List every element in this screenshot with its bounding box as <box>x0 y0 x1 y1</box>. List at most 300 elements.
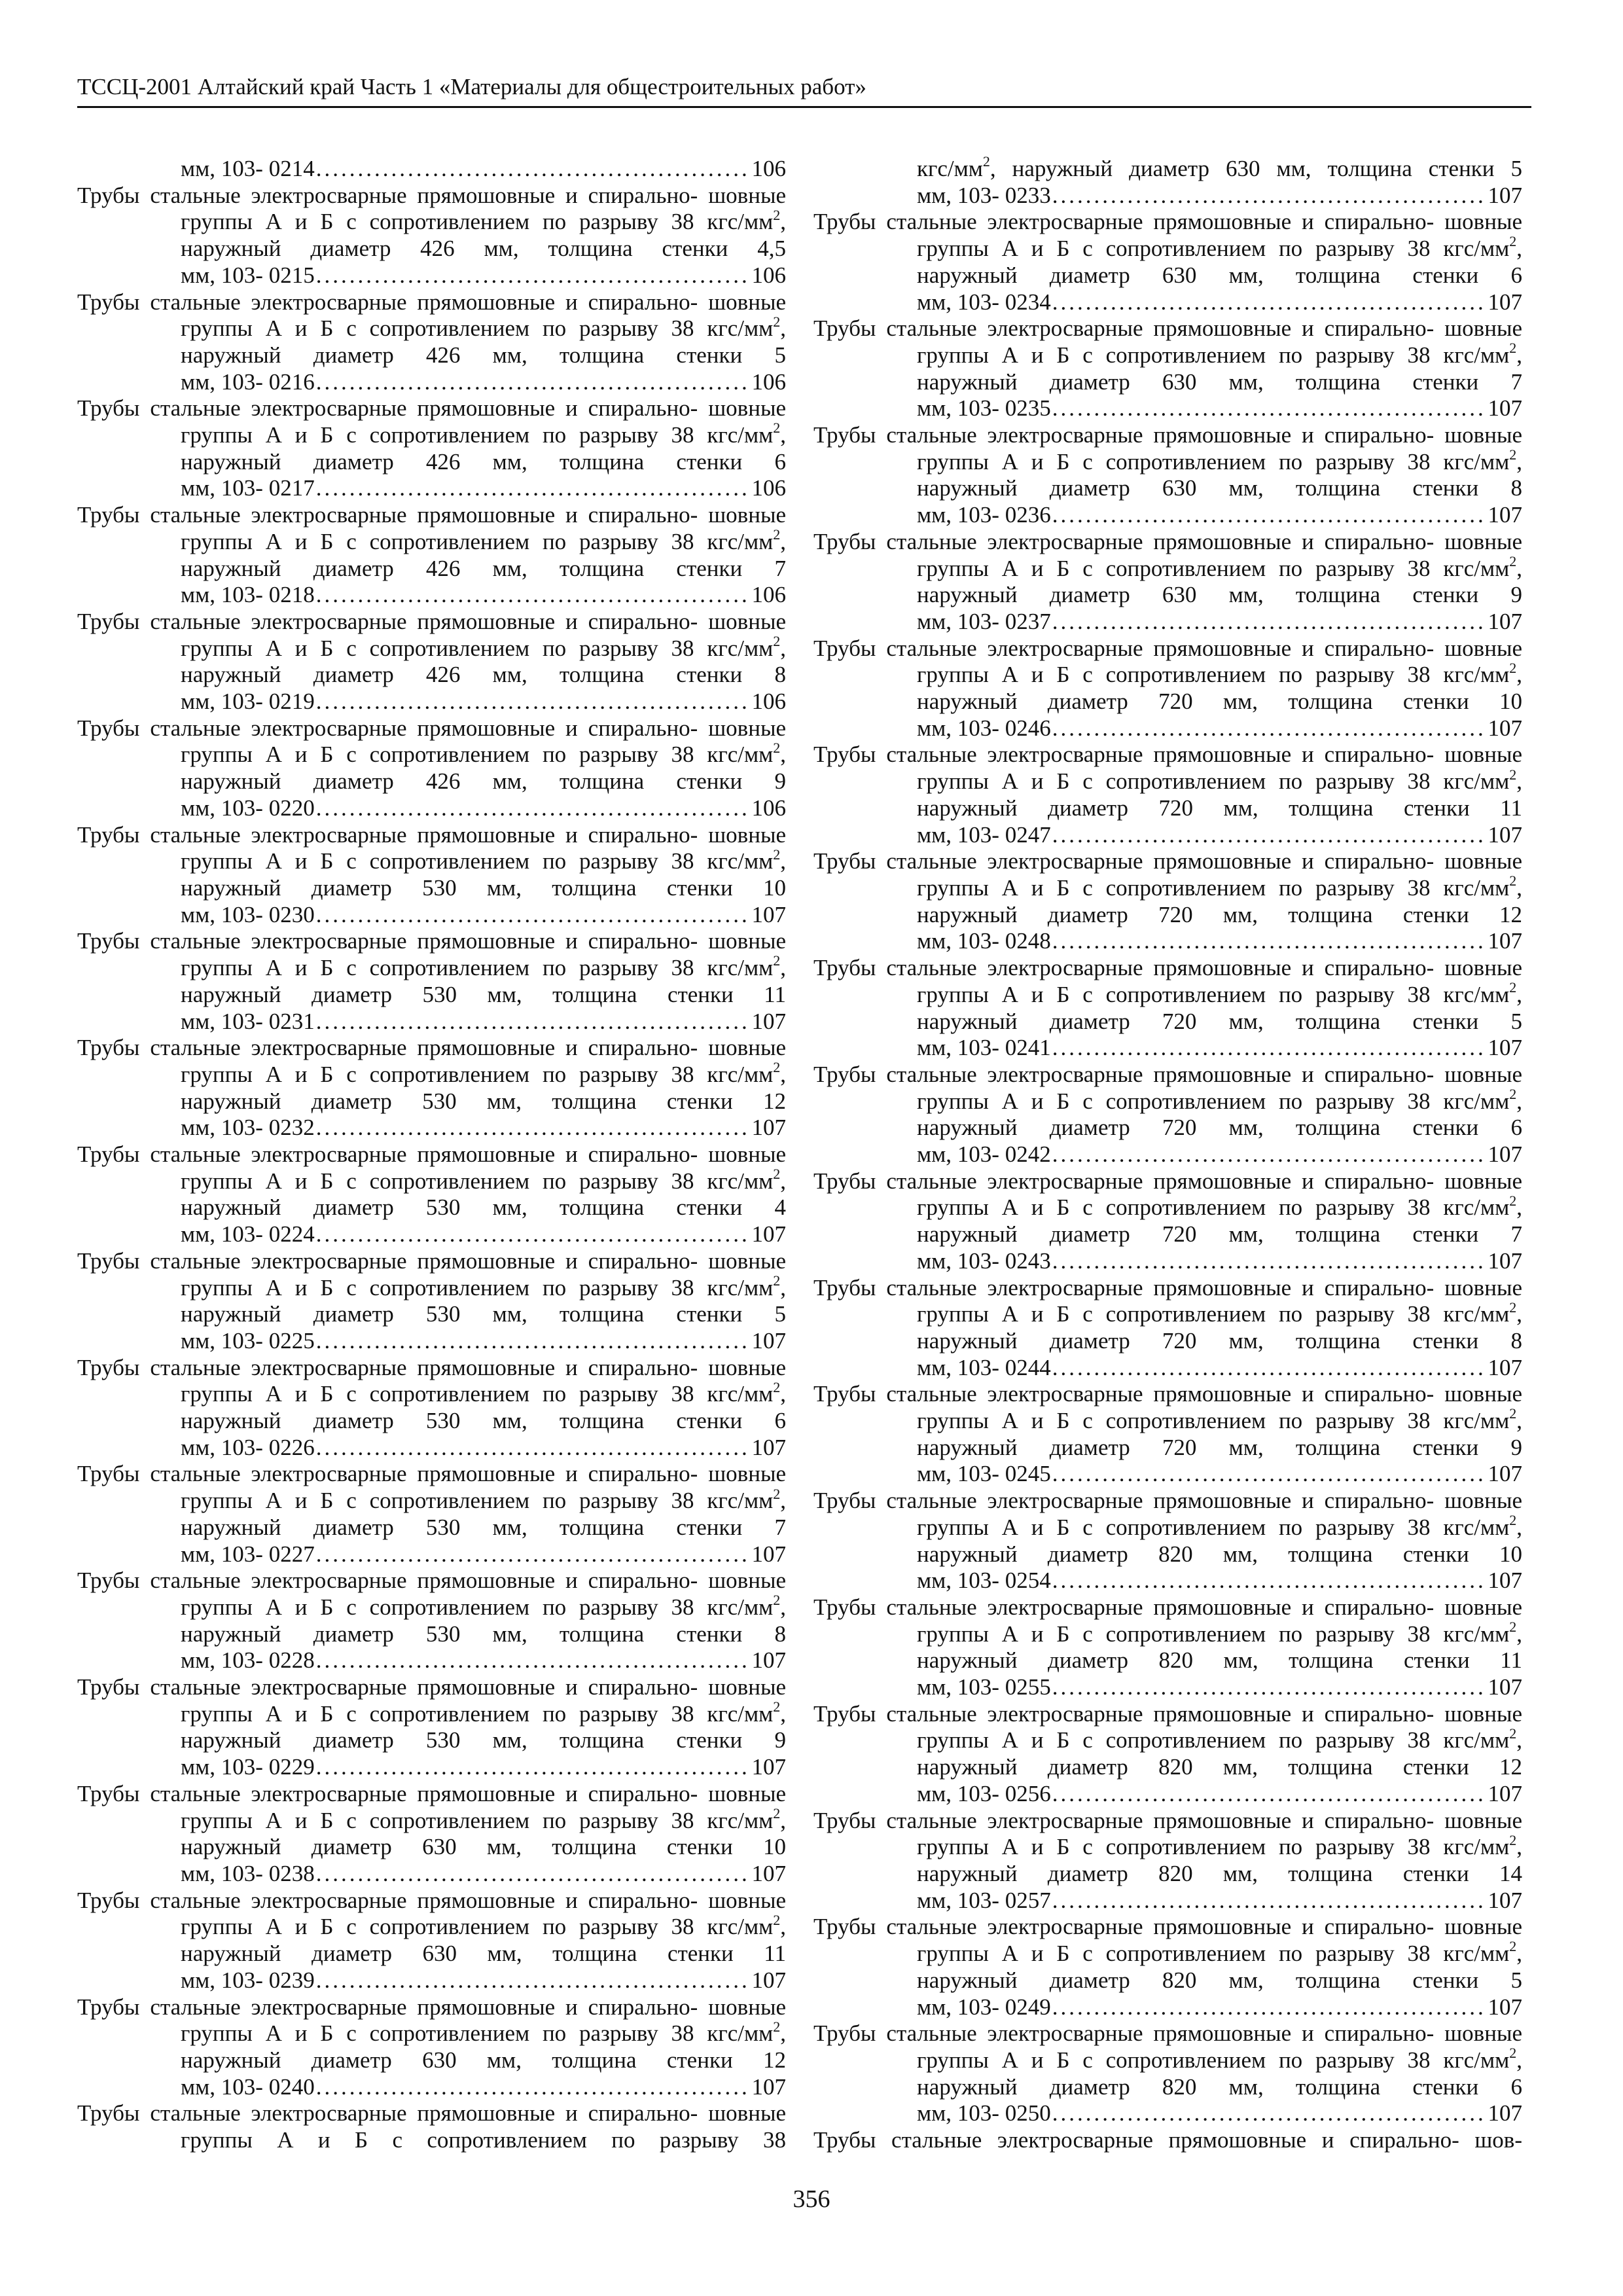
dot-leader <box>1052 1355 1487 1382</box>
item-code: мм, 103- 0230 <box>181 901 315 927</box>
unit-exponent: 2 <box>773 633 781 649</box>
page-ref: 107 <box>1488 1994 1522 2020</box>
unit: кгс/мм <box>707 1274 774 1300</box>
entry-base-text: Трубы стальные электросварные прямошовные и спирально- шовные группы А и Б с сопротивлением по разрыву 38 <box>813 209 1522 262</box>
entry-detail: , наружный диаметр 630 мм, толщина стенки 10 <box>181 1807 787 1860</box>
unit: кгс/мм <box>707 742 774 768</box>
entry-detail: , наружный диаметр 530 мм, толщина стенки 4 <box>181 1168 787 1221</box>
entry-base-text: Трубы стальные электросварные прямошовные и спирально- шовные группы А и Б с сопротивлением по разрыву 38 <box>77 608 786 661</box>
page-ref: 106 <box>751 262 786 288</box>
unit-exponent: 2 <box>773 1485 781 1502</box>
entry-base-text: Трубы стальные электросварные прямошовные и спирально- шовные группы А и Б с сопротивлением по разрыву 38 <box>77 395 786 448</box>
dot-leader <box>316 795 751 822</box>
leader-line <box>77 262 786 289</box>
item-code: мм, 103- 0218 <box>181 582 315 608</box>
entry-text <box>77 395 786 475</box>
index-entry <box>813 1062 1522 1168</box>
leader-line <box>77 156 786 183</box>
page-ref: 107 <box>751 2073 786 2100</box>
entry-detail: , наружный диаметр 530 мм, толщина стенки 10 <box>181 848 787 901</box>
dot-leader <box>1052 1248 1487 1275</box>
entry-text: Трубы стальные электросварные прямошовные и спирально- шов- <box>813 2127 1522 2153</box>
entry-base-text: Трубы стальные электросварные прямошовные и спирально- шовные группы А и Б с сопротивлением по разрыву 38 <box>813 1061 1522 1114</box>
leader-line <box>77 1541 786 1568</box>
unit-exponent: 2 <box>1509 872 1517 889</box>
entry-base-text: Трубы стальные электросварные прямошовные и спирально- шовные группы А и Б с сопротивлением по разрыву 38 <box>77 1887 786 1940</box>
dot-leader <box>316 1221 751 1248</box>
index-entry <box>77 822 786 929</box>
item-code: мм, 103- 0255 <box>917 1674 1051 1700</box>
unit: кгс/мм <box>1443 981 1510 1007</box>
dot-leader <box>316 1967 751 1994</box>
unit-exponent: 2 <box>1509 1512 1517 1529</box>
leader-line <box>813 928 1522 955</box>
entry-text <box>77 609 786 689</box>
page-ref: 107 <box>1488 2100 1522 2126</box>
index-entry <box>77 395 786 502</box>
entry-base-text: Трубы стальные электросварные прямошовные и спирально- шовные группы А и Б с сопротивлением по разрыву 38 <box>77 1035 786 1087</box>
item-code: мм, 103- 0257 <box>917 1887 1051 1913</box>
entry-base-text: Трубы стальные электросварные прямошовные и спирально- шовные группы А и Б с сопротивлением по разрыву 38 <box>813 1594 1522 1647</box>
entry-detail: , наружный диаметр 820 мм, толщина стенки 10 <box>917 1514 1523 1567</box>
leader-line <box>813 395 1522 422</box>
entry-detail: , наружный диаметр 630 мм, толщина стенки 11 <box>181 1914 787 1967</box>
leader-line <box>77 1435 786 1462</box>
page-ref: 107 <box>1488 502 1522 528</box>
dot-leader <box>1052 1994 1487 2021</box>
leader-line <box>813 1674 1522 1701</box>
dot-leader <box>316 262 751 289</box>
leader-line <box>77 369 786 396</box>
page-ref: 107 <box>1488 1141 1522 1168</box>
index-entry <box>813 1381 1522 1488</box>
unit: кгс/мм <box>1443 448 1510 475</box>
unit: кгс/мм <box>1443 768 1510 795</box>
item-code: мм, 103- 0214 <box>181 156 315 181</box>
index-entry <box>77 1141 786 1248</box>
entry-base-text: Трубы стальные электросварные прямошовные и спирально- шовные группы А и Б с сопротивлением по разрыву 38 <box>77 715 786 768</box>
dot-leader <box>1052 1461 1487 1488</box>
leader-line <box>813 1355 1522 1382</box>
header-rule <box>77 106 1531 108</box>
leader-line <box>813 289 1522 316</box>
leader-line <box>77 689 786 715</box>
entry-text <box>77 1781 786 1861</box>
entry-detail: , наружный диаметр 820 мм, толщина стенки 14 <box>917 1834 1523 1886</box>
leader-line <box>77 1115 786 1141</box>
entry-base-text: Трубы стальные электросварные прямошовные и спирально- шовные группы А и Б с сопротивлением по разрыву 38 <box>813 635 1522 688</box>
entry-base-text: Трубы стальные электросварные прямошовные и спирально- шовные группы А и Б с сопротивлением по разрыву 38 <box>813 1914 1522 1967</box>
page-ref: 107 <box>1488 1568 1522 1594</box>
unit: кгс/мм <box>707 422 774 448</box>
entry-text <box>77 928 786 1008</box>
dot-leader <box>316 1435 751 1462</box>
unit: кгс/мм <box>1443 662 1510 688</box>
unit-exponent: 2 <box>773 1592 781 1609</box>
page-ref: 107 <box>1488 821 1522 848</box>
entry-text <box>77 715 786 795</box>
leader-line <box>77 582 786 609</box>
index-entry <box>813 1594 1522 1701</box>
page-ref: 107 <box>751 1967 786 1993</box>
unit: кгс/мм <box>707 1381 774 1407</box>
leader-line <box>813 609 1522 636</box>
entry-detail: , наружный диаметр 426 мм, толщина стенки 5 <box>181 315 787 368</box>
dot-leader <box>316 156 751 183</box>
unit: кгс/мм <box>1443 342 1510 368</box>
page-ref: 107 <box>1488 395 1522 422</box>
item-code: мм, 103- 0224 <box>181 1221 315 1247</box>
page-ref: 107 <box>1488 1887 1522 1913</box>
entry-base-text: Трубы стальные электросварные прямошовные и спирально- шовные группы А и Б с сопротивлением по разрыву 38 <box>813 2020 1522 2073</box>
unit: кгс/мм <box>1443 1514 1510 1540</box>
entry-detail: , наружный диаметр 426 мм, толщина стенки 6 <box>181 422 787 475</box>
index-entry <box>813 1275 1522 1382</box>
dot-leader <box>1052 1781 1487 1808</box>
item-code: мм, 103- 0237 <box>917 608 1051 634</box>
entry-detail: , наружный диаметр 426 мм, толщина стенки 9 <box>181 742 787 795</box>
unit: кгс/мм <box>917 156 983 181</box>
entry-detail: , наружный диаметр 720 мм, толщина стенки 6 <box>917 1088 1523 1141</box>
index-entry <box>77 1568 786 1674</box>
entry-base-text: Трубы стальные электросварные прямошовные и спирально- шовные группы А и Б с сопротивлением по разрыву 38 <box>813 422 1522 475</box>
entry-base-text: Трубы стальные электросварные прямошовные и спирально- шовные группы А и Б с сопротивлением по разрыву 38 <box>77 1994 786 2047</box>
leader-line <box>77 1221 786 1248</box>
page-ref: 106 <box>751 795 786 821</box>
entry-text <box>77 183 786 262</box>
dot-leader <box>316 475 751 502</box>
item-code: мм, 103- 0235 <box>917 395 1051 422</box>
entry-text <box>77 1461 786 1541</box>
entry-base-text: Трубы стальные электросварные прямошовные и спирально- шовные группы А и Б с сопротивлением по разрыву 38 <box>813 1807 1522 1860</box>
entry-detail: , наружный диаметр 426 мм, толщина стенки 7 <box>181 528 787 581</box>
entry-base-text: Трубы стальные электросварные прямошовные и спирально- шовные группы А и Б с сопротивлением по разрыву 38 <box>77 821 786 874</box>
page-ref: 107 <box>751 1647 786 1674</box>
unit: кгс/мм <box>1443 555 1510 581</box>
entry-text <box>77 502 786 582</box>
leader-line <box>813 502 1522 529</box>
item-code: мм, 103- 0250 <box>917 2100 1051 2126</box>
index-entry <box>77 1355 786 1462</box>
index-entry <box>813 1701 1522 1808</box>
entry-detail: , наружный диаметр 720 мм, толщина стенки 5 <box>917 981 1523 1034</box>
entry-text <box>77 1355 786 1435</box>
page-ref: 107 <box>751 1434 786 1460</box>
running-header: ТССЦ-2001 Алтайский край Часть 1 «Материалы для общестроительных работ» <box>77 74 866 99</box>
unit: кгс/мм <box>1443 2047 1510 2073</box>
index-entry <box>77 183 786 289</box>
entry-detail: , наружный диаметр 630 мм, толщина стенки 5 <box>990 156 1522 181</box>
page-ref: 107 <box>751 901 786 927</box>
entry-detail: , наружный диаметр 426 мм, толщина стенки 4,5 <box>181 209 787 262</box>
entry-base-text: Трубы стальные электросварные прямошовные и спирально- шовные группы А и Б с сопротивлением по разрыву 38 <box>77 502 786 554</box>
dot-leader <box>1052 928 1487 955</box>
item-code: мм, 103- 0234 <box>917 289 1051 315</box>
unit-exponent: 2 <box>1509 766 1517 783</box>
unit: кгс/мм <box>707 1594 774 1620</box>
page-ref: 107 <box>751 1008 786 1034</box>
entry-base-text: Трубы стальные электросварные прямошовные и спирально- шовные группы А и Б с сопротивлением по разрыву 38 <box>813 848 1522 901</box>
dot-leader <box>1052 1141 1487 1168</box>
entry-text <box>813 1701 1522 1781</box>
unit: кгс/мм <box>707 1061 774 1087</box>
index-entry <box>77 1994 786 2101</box>
entry-detail: , наружный диаметр 630 мм, толщина стенки 12 <box>181 2020 787 2073</box>
entry-detail: , наружный диаметр 630 мм, толщина стенки 7 <box>917 342 1523 395</box>
leader-line <box>77 1009 786 1035</box>
entry-text <box>813 422 1522 502</box>
unit-exponent: 2 <box>982 153 990 170</box>
index-entry <box>813 2020 1522 2127</box>
leader-line <box>813 715 1522 742</box>
leader-line <box>77 1861 786 1888</box>
unit-exponent: 2 <box>773 1166 781 1183</box>
leader-line <box>813 1568 1522 1594</box>
page-ref: 107 <box>1488 182 1522 208</box>
unit: кгс/мм <box>707 1488 774 1514</box>
leader-line <box>77 795 786 822</box>
dot-leader <box>1052 289 1487 316</box>
leader-line <box>813 1781 1522 1808</box>
unit: кгс/мм <box>707 528 774 554</box>
entry-detail: , наружный диаметр 530 мм, толщина стенки 8 <box>181 1594 787 1647</box>
unit-exponent: 2 <box>1509 1725 1517 1742</box>
leader-line <box>813 1994 1522 2021</box>
entry-detail: , наружный диаметр 426 мм, толщина стенки 8 <box>181 635 787 688</box>
unit-exponent: 2 <box>773 1272 781 1289</box>
entry-fragment-bottom <box>77 2100 786 2153</box>
item-code: мм, 103- 0229 <box>181 1754 315 1780</box>
unit-exponent: 2 <box>1509 1299 1517 1316</box>
entry-text <box>813 636 1522 715</box>
index-entry <box>77 1888 786 1994</box>
unit-exponent: 2 <box>1509 1831 1517 1848</box>
unit-exponent: 2 <box>1509 446 1517 463</box>
leader-line <box>813 822 1522 849</box>
item-code: мм, 103- 0233 <box>917 182 1051 208</box>
page-ref: 106 <box>751 156 786 181</box>
leader-line <box>813 1248 1522 1275</box>
entry-base-text: Трубы стальные электросварные прямошовные и спирально- шовные группы А и Б с сопротивлением по разрыву 38 <box>813 955 1522 1007</box>
index-entry <box>813 529 1522 636</box>
entry-text <box>77 1674 786 1754</box>
item-code: мм, 103- 0219 <box>181 689 315 715</box>
index-entry <box>813 636 1522 742</box>
dot-leader <box>316 1754 751 1781</box>
entry-base-text: Трубы стальные электросварные прямошовные и спирально- шовные группы А и Б с сопротивлением по разрыву 38 <box>813 1168 1522 1221</box>
entry-detail: , наружный диаметр 720 мм, толщина стенки 10 <box>917 662 1523 715</box>
unit: кгс/мм <box>707 848 774 874</box>
entry-base-text: Трубы стальные электросварные прямошовные и спирально- шовные группы А и Б с сопротивлением по разрыву 38 <box>77 1141 786 1194</box>
index-entry <box>813 955 1522 1062</box>
dot-leader <box>316 582 751 609</box>
right-column <box>813 153 1523 2154</box>
page-ref: 107 <box>751 1327 786 1354</box>
leader-line <box>813 1141 1522 1168</box>
dot-leader <box>316 1115 751 1141</box>
unit: кгс/мм <box>1443 1941 1510 1967</box>
entry-detail: , наружный диаметр 530 мм, толщина стенки 7 <box>181 1488 787 1540</box>
item-code: мм, 103- 0247 <box>917 821 1051 848</box>
entry-base-text: Трубы стальные электросварные прямошовные и спирально- шовные группы А и Б с сопротивлением по разрыву 38 <box>77 1247 786 1300</box>
unit: кгс/мм <box>707 1914 774 1940</box>
item-code: мм, 103- 0246 <box>917 715 1051 741</box>
leader-line <box>813 1888 1522 1914</box>
entry-text <box>813 955 1522 1035</box>
unit: кгс/мм <box>1443 1834 1510 1860</box>
unit-exponent: 2 <box>1509 1085 1517 1102</box>
item-code: мм, 103- 0243 <box>917 1247 1051 1274</box>
item-code: мм, 103- 0248 <box>917 928 1051 954</box>
item-code: мм, 103- 0239 <box>181 1967 315 1993</box>
item-code: мм, 103- 0216 <box>181 368 315 395</box>
unit: кгс/мм <box>1443 1088 1510 1114</box>
unit-exponent: 2 <box>773 1378 781 1395</box>
index-entry <box>813 315 1522 422</box>
leader-line <box>77 475 786 502</box>
entry-text <box>813 2020 1522 2100</box>
entry-base-text: Трубы стальные электросварные прямошовные и спирально- шовные группы А и Б с сопротивлением по разрыву 38 <box>77 1354 786 1407</box>
item-code: мм, 103- 0256 <box>917 1780 1051 1806</box>
entry-detail: , наружный диаметр 630 мм, толщина стенки 8 <box>917 448 1523 501</box>
unit: кгс/мм <box>707 1807 774 1833</box>
leader-line <box>77 1754 786 1781</box>
unit-exponent: 2 <box>1509 1619 1517 1636</box>
unit: кгс/мм <box>707 955 774 981</box>
entry-detail: , наружный диаметр 630 мм, толщина стенки 6 <box>917 236 1523 288</box>
page-ref: 107 <box>751 1115 786 1141</box>
page-ref: 107 <box>751 1221 786 1247</box>
page-ref: 106 <box>751 368 786 395</box>
entry-text <box>77 1994 786 2074</box>
item-code: мм, 103- 0231 <box>181 1008 315 1034</box>
unit-exponent: 2 <box>773 526 781 543</box>
entry-text <box>813 153 1522 183</box>
entry-detail: , наружный диаметр 720 мм, толщина стенки 9 <box>917 1408 1523 1460</box>
entry-base-text: Трубы стальные электросварные прямошовные и спирально- шовные группы А и Б с сопротивлением по разрыву 38 <box>813 1381 1522 1434</box>
leader-line <box>813 1035 1522 1062</box>
entry-text <box>77 1568 786 1647</box>
index-entry <box>77 1035 786 1141</box>
index-entry <box>813 1808 1522 1914</box>
entry-base-text: Трубы стальные электросварные прямошовные и спирально- шовные группы А и Б с сопротивлением по разрыву 38 <box>77 1780 786 1833</box>
page-ref: 107 <box>751 1861 786 1886</box>
index-entry <box>77 1781 786 1888</box>
item-code: мм, 103- 0217 <box>181 475 315 501</box>
entry-base-text: Трубы стальные электросварные прямошовные и спирально- шовные группы А и Б с сопротивлением по разрыву 38 <box>77 928 786 981</box>
index-entry <box>77 1674 786 1781</box>
entry-text <box>813 742 1522 821</box>
dot-leader <box>316 1541 751 1568</box>
index-entry <box>813 1488 1522 1594</box>
leader-line <box>813 2100 1522 2127</box>
leader-line <box>77 1328 786 1355</box>
dot-leader <box>1052 715 1487 742</box>
unit-exponent: 2 <box>773 1059 781 1076</box>
unit-exponent: 2 <box>773 206 781 223</box>
index-entry <box>813 848 1522 955</box>
unit-exponent: 2 <box>773 420 781 437</box>
unit-exponent: 2 <box>773 846 781 863</box>
entry-base-text: Трубы стальные электросварные прямошовные и спирально- шовные группы А и Б с сопротивлением по разрыву 38 <box>813 1700 1522 1753</box>
entry-detail: , наружный диаметр 530 мм, толщина стенки 5 <box>181 1274 787 1327</box>
unit-exponent: 2 <box>773 1911 781 1928</box>
entry-fragment-bottom <box>813 2127 1522 2154</box>
entry-base-text: Трубы стальные электросварные прямошовные и спирально- шовные группы А и Б с сопротивлением по разрыву 38 <box>77 289 786 342</box>
unit-exponent: 2 <box>773 739 781 756</box>
page-ref: 107 <box>1488 289 1522 315</box>
unit-exponent: 2 <box>1509 340 1517 357</box>
entry-text <box>813 848 1522 928</box>
unit-exponent: 2 <box>1509 1192 1517 1209</box>
entry-fragment-top <box>813 153 1522 209</box>
page-ref: 107 <box>1488 1247 1522 1274</box>
entry-text <box>77 1248 786 1328</box>
page-ref: 106 <box>751 689 786 715</box>
page-ref: 107 <box>1488 1035 1522 1061</box>
dot-leader <box>1052 183 1487 209</box>
entry-text <box>813 1168 1522 1248</box>
entry-text <box>77 1141 786 1221</box>
index-entry <box>813 1914 1522 2020</box>
dot-leader <box>316 2074 751 2101</box>
item-code: мм, 103- 0254 <box>917 1568 1051 1594</box>
page-ref: 107 <box>1488 1780 1522 1806</box>
dot-leader <box>1052 502 1487 529</box>
entry-detail: , наружный диаметр 530 мм, толщина стенки 6 <box>181 1381 787 1434</box>
dot-leader <box>316 369 751 396</box>
dot-leader <box>316 902 751 929</box>
unit-exponent: 2 <box>1509 552 1517 569</box>
entry-base-text: Трубы стальные электросварные прямошовные и спирально- шовные группы А и Б с сопротивлением по разрыву 38 <box>77 1461 786 1514</box>
index-entry <box>77 928 786 1035</box>
leader-line <box>77 1967 786 1994</box>
page-ref: 107 <box>751 1541 786 1567</box>
entry-base-text: Трубы стальные электросварные прямошовные и спирально- шовные группы А и Б с сопротивлением по разрыву 38 <box>813 742 1522 795</box>
dot-leader <box>1052 2100 1487 2127</box>
unit-exponent: 2 <box>1509 1938 1517 1955</box>
unit: кгс/мм <box>707 2020 774 2047</box>
index-entry <box>77 502 786 609</box>
dot-leader <box>316 1861 751 1888</box>
unit: кгс/мм <box>707 209 774 235</box>
entry-base-text: Трубы стальные электросварные прямошовные и спирально- шовные группы А и Б с сопротивлением по разрыву 38 <box>77 1568 786 1620</box>
leader-line <box>77 1647 786 1674</box>
leader-line <box>813 183 1522 209</box>
item-code: мм, 103- 0225 <box>181 1327 315 1354</box>
entry-fragment-top <box>77 156 786 183</box>
item-code: мм, 103- 0240 <box>181 2073 315 2100</box>
entry-base-text: Трубы стальные электросварные прямошовные и спирально- шовные группы А и Б с сопротивлением по разрыву 38 <box>77 1674 786 1727</box>
entry-text <box>77 1888 786 1967</box>
entry-base-text: Трубы стальные электросварные прямошовные и спирально- шовные группы А и Б с сопротивлением по разрыву 38 <box>813 1488 1522 1540</box>
unit-exponent: 2 <box>773 952 781 969</box>
leader-line <box>813 1461 1522 1488</box>
entry-text <box>77 822 786 902</box>
page-ref: 107 <box>751 1754 786 1780</box>
index-entry <box>813 422 1522 529</box>
entry-text <box>813 529 1522 609</box>
item-code: мм, 103- 0227 <box>181 1541 315 1567</box>
entry-text <box>813 209 1522 289</box>
entry-text <box>813 1808 1522 1888</box>
dot-leader <box>316 1647 751 1674</box>
page-ref: 107 <box>1488 1674 1522 1700</box>
index-entry <box>77 715 786 822</box>
unit-exponent: 2 <box>773 1804 781 1821</box>
unit-exponent: 2 <box>1509 979 1517 996</box>
unit: кгс/мм <box>707 315 774 342</box>
